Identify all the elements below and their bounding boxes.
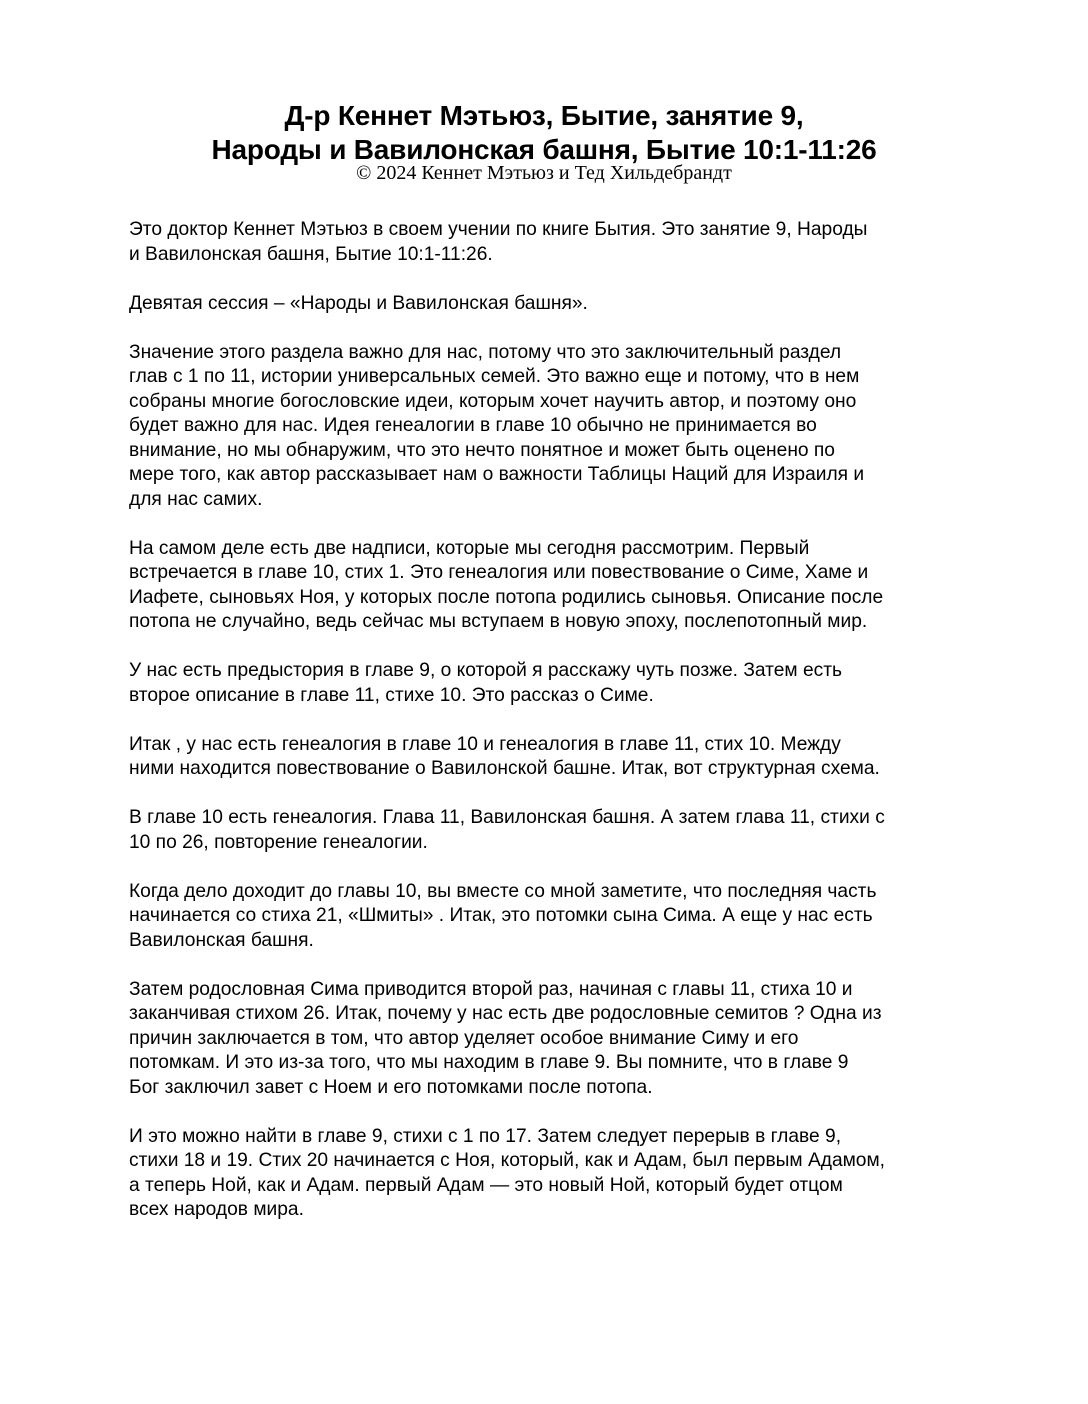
document-title-line-1: Д-р Кеннет Мэтьюз, Бытие, занятие 9, — [284, 100, 804, 131]
paragraph-10: И это можно найти в главе 9, стихи с 1 по 17. Затем следует перерыв в главе 9, стихи 18 и 19. Стих 20 начинается с Ноя, который, как и Адам, был первым Адамом, а теперь Ной, как и Адам. первый Адам — это новый Ной, который будет отцом всех народов мира. — [129, 1125, 886, 1220]
paragraph-7: В главе 10 есть генеалогия. Глава 11, Вавилонская башня. А затем глава 11, стихи с 10 по 26, повторение генеалогии. — [129, 807, 885, 853]
document-title-line-2: Народы и Вавилонская башня, Бытие 10:1-11:26 — [211, 134, 877, 165]
paragraph-3: Значение этого раздела важно для нас, потому что это заключительный раздел глав с 1 по 11, истории универсальных семей. Это важно еще и потому, что в нем собраны многие богословские идеи, которым хочет научить автор, и поэтому оно будет важно для нас. Идея генеалогии в главе 10 обычно не принимается во внимание, но мы обнаружим, что это нечто понятное и может быть оценено по мере того, как автор рассказывает нам о важности Таблицы Наций для Израиля и для нас самих. — [129, 341, 865, 510]
paragraph-4: На самом деле есть две надписи, которые мы сегодня рассмотрим. Первый встречается в главе 10, стих 1. Это генеалогия или повествование о Симе, Хаме и Иафете, сыновьях Ноя, у которых после потопа родились сыновья. Описание после потопа не случайно, ведь сейчас мы вступаем в новую эпоху, послепотопный мир. — [129, 537, 884, 632]
document-body — [129, 218, 959, 1247]
paragraph-8: Когда дело доходит до главы 10, вы вместе со мной заметите, что последняя часть начинается со стиха 21, «Шмиты» . Итак, это потомки сына Сима. А еще у нас есть Вавилонская башня. — [129, 880, 877, 951]
copyright-notice: © 2024 Кеннет Мэтьюз и Тед Хильдебрандт — [356, 162, 732, 184]
paragraph-5: У нас есть предыстория в главе 9, о которой я расскажу чуть позже. Затем есть второе описание в главе 11, стихе 10. Это рассказ о Симе. — [129, 660, 842, 706]
paragraph-6: Итак , у нас есть генеалогия в главе 10 и генеалогия в главе 11, стих 10. Между ними находится повествование о Вавилонской башне. Итак, вот структурная схема. — [129, 733, 880, 779]
paragraph-1: Это доктор Кеннет Мэтьюз в своем учении по книге Бытия. Это занятие 9, Народы и Вавилонская башня, Бытие 10:1-11:26. — [129, 219, 868, 265]
title-block — [0, 99, 1088, 183]
paragraph-9: Затем родословная Сима приводится второй раз, начиная с главы 11, стиха 10 и заканчивая стихом 26. Итак, почему у нас есть две родословные семитов ? Одна из причин заключается в том, что автор уделяет особое внимание Симу и его потомкам. И это из-за того, что мы находим в главе 9. Вы помните, что в главе 9 Бог заключил завет с Ноем и его потомками после потопа. — [129, 978, 882, 1098]
paragraph-2: Девятая сессия – «Народы и Вавилонская башня». — [129, 292, 588, 314]
